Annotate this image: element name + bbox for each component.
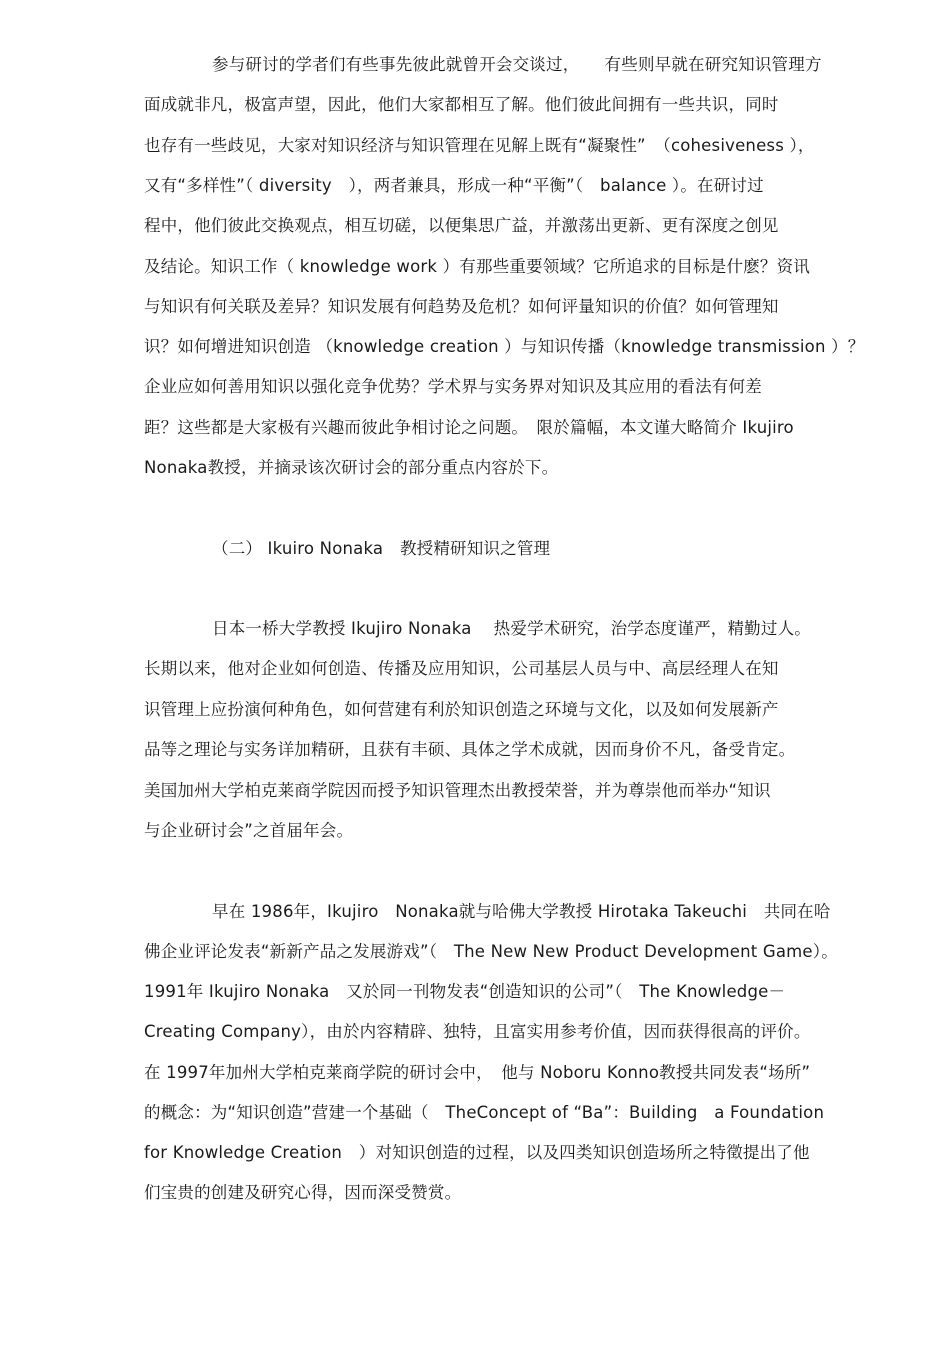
paragraph-line: 与知识有何关联及差异？知识发展有何趋势及危机？如何评量知识的价值？如何管理知 [144, 297, 779, 316]
paragraph-line: 品等之理论与实务详加精研，且获有丰硕、具体之学术成就，因而身价不凡，备受肯定。 [144, 740, 796, 759]
paragraph-line: 美国加州大学柏克莱商学院因而授予知识管理杰出教授荣誉，并为尊崇他而举办“知识 [144, 781, 771, 800]
paragraph-line: 识管理上应扮演何种角色，如何营建有利於知识创造之环境与文化，以及如何发展新产 [144, 700, 779, 719]
paragraph-line: 及结论。知识工作（ knowledge work ）有那些重要领域？它所追求的目标是什麽？资讯 [144, 257, 810, 276]
paragraph-line: 日本一桥大学教授 Ikujiro Nonaka 热爱学术研究，治学态度谨严，精勤过人。 [212, 619, 811, 638]
paragraph-line: 企业应如何善用知识以强化竞争优势？学术界与实务界对知识及其应用的看法有何差 [144, 377, 762, 396]
paragraph-line: 面成就非凡，极富声望，因此，他们大家都相互了解。他们彼此间拥有一些共识，同时 [144, 95, 779, 114]
section-heading: （二） Ikuiro Nonaka 教授精研知识之管理 [212, 539, 551, 558]
paragraph-line: 距？这些都是大家极有兴趣而彼此争相讨论之问题。 限於篇幅，本文谨大略简介 Ikujiro [144, 418, 794, 437]
paragraph-line: 参与研讨的学者们有些事先彼此就曾开会交谈过， 有些则早就在研究知识管理方 [212, 55, 822, 74]
paragraph-line: 在 1997年加州大学柏克莱商学院的研讨会中， 他与 Noboru Konno教授共同发表“场所” [144, 1063, 811, 1082]
paragraph-line: Creating Company），由於内容精辟、独特，且富实用参考价值，因而获得很高的评价。 [144, 1022, 811, 1041]
paragraph-line: 识？如何增进知识创造 （knowledge creation ）与知识传播（knowledge transmission ）？ [144, 337, 865, 356]
paragraph-line: 们宝贵的创建及研究心得，因而深受赞赏。 [144, 1183, 462, 1202]
paragraph-line: 程中，他们彼此交换观点，相互切磋，以便集思广益，并激荡出更新、更有深度之创见 [144, 216, 779, 235]
paragraph-line: for Knowledge Creation ）对知识创造的过程，以及四类知识创造场所之特徵提出了他 [144, 1143, 810, 1162]
paragraph-line: 与企业研讨会”之首届年会。 [144, 821, 354, 840]
paragraph-line: 也存有一些歧见，大家对知识经济与知识管理在见解上既有“凝聚性” （cohesiveness ）， [144, 136, 815, 155]
paragraph-line: Nonaka教授，并摘录该次研讨会的部分重点内容於下。 [144, 458, 559, 477]
paragraph-line: 的概念：为“知识创造”营建一个基础（ TheConcept of “Ba”：Building a Foundation [144, 1103, 825, 1122]
paragraph-line: 又有“多样性”（ diversity ），两者兼具，形成一种“平衡”（ balance ）。在研讨过 [144, 176, 764, 195]
paragraph-line: 佛企业评论发表“新新产品之发展游戏”（ The New New Product Development Game）。 [144, 942, 838, 961]
paragraph-line: 长期以来，他对企业如何创造、传播及应用知识，公司基层人员与中、高层经理人在知 [144, 659, 779, 678]
paragraph-line: 早在 1986年，Ikujiro Nonaka就与哈佛大学教授 Hirotaka Takeuchi 共同在哈 [212, 902, 831, 921]
paragraph-line: 1991年 Ikujiro Nonaka 又於同一刊物发表“创造知识的公司”（ The Knowledge－ [144, 982, 786, 1001]
